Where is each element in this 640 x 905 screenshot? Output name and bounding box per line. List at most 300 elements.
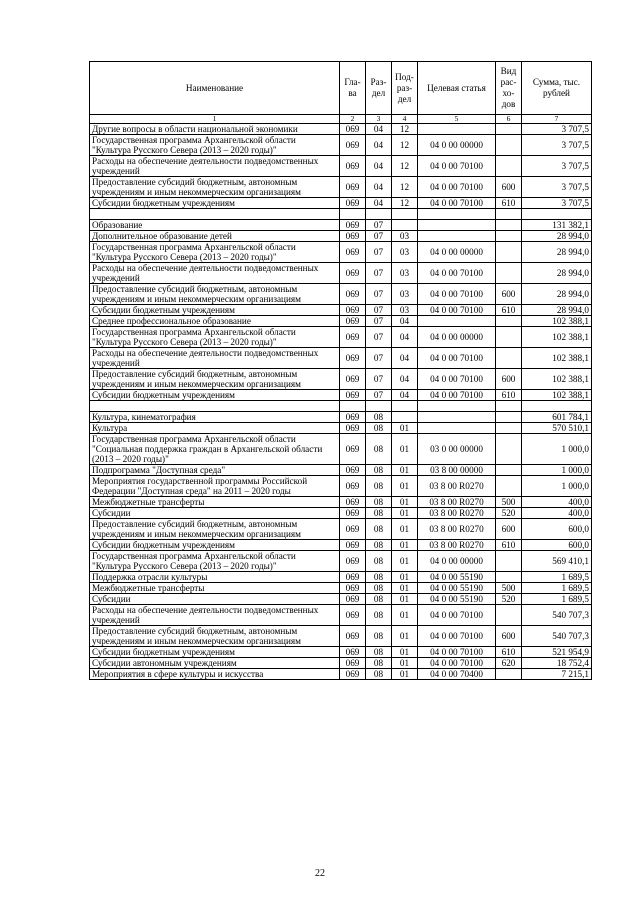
cell-summa: 1 689,5: [522, 572, 592, 583]
cell-glava: 069: [340, 540, 366, 551]
cell-name: Среднее профессиональное образование: [90, 316, 340, 327]
cell-razdel: 08: [366, 626, 392, 647]
table-row: [90, 369, 592, 390]
cell-statya: 04 0 00 70100: [418, 305, 496, 316]
cell-statya: 04 0 00 00000: [418, 551, 496, 572]
empty-cell: [90, 209, 340, 220]
cell-glava: 069: [340, 669, 366, 680]
cell-statya: [418, 423, 496, 434]
cell-podrazdel: 01: [392, 583, 418, 594]
colnum: 5: [418, 115, 496, 124]
header-name: Наименование: [90, 62, 340, 115]
cell-statya: [418, 316, 496, 327]
cell-glava: 069: [340, 476, 366, 497]
cell-name: Субсидии: [90, 594, 340, 605]
cell-statya: 03 8 00 R0270: [418, 497, 496, 508]
table-row: [90, 626, 592, 647]
cell-glava: 069: [340, 658, 366, 669]
cell-podrazdel: 03: [392, 305, 418, 316]
empty-cell: [496, 401, 522, 412]
cell-summa: 570 510,1: [522, 423, 592, 434]
table-row: [90, 540, 592, 551]
header-podrazdel: Под-раз-дел: [392, 62, 418, 115]
cell-statya: 04 0 00 70100: [418, 156, 496, 177]
empty-cell: [366, 401, 392, 412]
cell-podrazdel: 01: [392, 540, 418, 551]
cell-summa: 540 707,3: [522, 605, 592, 626]
cell-razdel: 08: [366, 476, 392, 497]
cell-summa: 28 994,0: [522, 284, 592, 305]
cell-podrazdel: [392, 412, 418, 423]
cell-summa: 28 994,0: [522, 263, 592, 284]
cell-glava: 069: [340, 305, 366, 316]
cell-razdel: 07: [366, 390, 392, 401]
cell-summa: 28 994,0: [522, 242, 592, 263]
cell-razdel: 07: [366, 263, 392, 284]
cell-vid: [496, 423, 522, 434]
table-row: [90, 135, 592, 156]
cell-razdel: 07: [366, 327, 392, 348]
table-row: [90, 423, 592, 434]
cell-vid: 520: [496, 508, 522, 519]
cell-summa: 7 215,1: [522, 669, 592, 680]
cell-glava: 069: [340, 412, 366, 423]
cell-statya: [418, 412, 496, 423]
cell-razdel: 07: [366, 284, 392, 305]
cell-glava: 069: [340, 231, 366, 242]
header-razdel: Раз-дел: [366, 62, 392, 115]
cell-podrazdel: 01: [392, 519, 418, 540]
empty-cell: [418, 401, 496, 412]
cell-glava: 069: [340, 497, 366, 508]
table-row: [90, 551, 592, 572]
cell-razdel: 08: [366, 583, 392, 594]
cell-statya: 03 0 00 00000: [418, 434, 496, 465]
empty-cell: [366, 209, 392, 220]
cell-razdel: 08: [366, 540, 392, 551]
cell-name: Субсидии бюджетным учреждениям: [90, 647, 340, 658]
cell-razdel: 04: [366, 135, 392, 156]
cell-vid: [496, 551, 522, 572]
budget-table: [89, 61, 592, 680]
cell-vid: [496, 412, 522, 423]
cell-statya: 04 0 00 70100: [418, 284, 496, 305]
cell-statya: 03 8 00 00000: [418, 465, 496, 476]
cell-name: Дополнительное образование детей: [90, 231, 340, 242]
cell-razdel: 08: [366, 572, 392, 583]
cell-glava: 069: [340, 594, 366, 605]
table-row: [90, 198, 592, 209]
cell-vid: 600: [496, 626, 522, 647]
cell-vid: [496, 465, 522, 476]
cell-name: Образование: [90, 220, 340, 231]
cell-vid: 600: [496, 369, 522, 390]
header-statya: Целевая статья: [418, 62, 496, 115]
cell-summa: 1 689,5: [522, 594, 592, 605]
table-row: [90, 572, 592, 583]
cell-vid: 500: [496, 583, 522, 594]
cell-podrazdel: 01: [392, 497, 418, 508]
cell-summa: 131 382,1: [522, 220, 592, 231]
table-row: [90, 508, 592, 519]
cell-summa: 3 707,5: [522, 135, 592, 156]
cell-vid: [496, 605, 522, 626]
cell-statya: 04 0 00 70100: [418, 198, 496, 209]
cell-razdel: 08: [366, 658, 392, 669]
cell-glava: 069: [340, 605, 366, 626]
cell-podrazdel: 01: [392, 434, 418, 465]
table-row: [90, 412, 592, 423]
column-numbers-row: [90, 115, 592, 124]
page-number: 22: [315, 868, 325, 879]
table-row: [90, 476, 592, 497]
cell-podrazdel: 04: [392, 316, 418, 327]
cell-podrazdel: 12: [392, 156, 418, 177]
cell-vid: 610: [496, 647, 522, 658]
cell-podrazdel: 01: [392, 572, 418, 583]
cell-statya: 04 0 00 55190: [418, 572, 496, 583]
cell-summa: 3 707,5: [522, 198, 592, 209]
cell-razdel: 07: [366, 242, 392, 263]
empty-cell: [90, 401, 340, 412]
empty-cell: [496, 209, 522, 220]
cell-statya: 04 0 00 70100: [418, 369, 496, 390]
cell-podrazdel: 03: [392, 263, 418, 284]
cell-name: Подпрограмма "Доступная среда": [90, 465, 340, 476]
spacer-row: [90, 401, 592, 412]
cell-razdel: 08: [366, 497, 392, 508]
table-row: [90, 497, 592, 508]
cell-statya: 03 8 00 R0270: [418, 519, 496, 540]
cell-vid: 520: [496, 594, 522, 605]
cell-statya: [418, 220, 496, 231]
cell-summa: 1 000,0: [522, 434, 592, 465]
cell-podrazdel: 12: [392, 198, 418, 209]
cell-glava: 069: [340, 263, 366, 284]
cell-glava: 069: [340, 572, 366, 583]
cell-glava: 069: [340, 626, 366, 647]
cell-name: Предоставление субсидий бюджетным, автономным учреждениям и иным некоммерческим организациям: [90, 369, 340, 390]
cell-statya: 04 0 00 55190: [418, 583, 496, 594]
cell-razdel: 07: [366, 231, 392, 242]
cell-razdel: 04: [366, 156, 392, 177]
cell-vid: 610: [496, 305, 522, 316]
cell-summa: 3 707,5: [522, 156, 592, 177]
table-row: [90, 434, 592, 465]
cell-glava: 069: [340, 198, 366, 209]
cell-glava: 069: [340, 423, 366, 434]
cell-name: Межбюджетные трансферты: [90, 497, 340, 508]
colnum: 2: [340, 115, 366, 124]
cell-razdel: 08: [366, 434, 392, 465]
empty-cell: [392, 401, 418, 412]
table-row: [90, 220, 592, 231]
cell-name: Поддержка отрасли культуры: [90, 572, 340, 583]
cell-name: Государственная программа Архангельской области "Культура Русского Севера (2013 – 2020 годы)": [90, 551, 340, 572]
cell-glava: 069: [340, 124, 366, 135]
cell-name: Предоставление субсидий бюджетным, автономным учреждениям и иным некоммерческим организациям: [90, 177, 340, 198]
cell-vid: [496, 220, 522, 231]
cell-podrazdel: 01: [392, 605, 418, 626]
cell-razdel: 07: [366, 305, 392, 316]
cell-podrazdel: 01: [392, 626, 418, 647]
cell-name: Государственная программа Архангельской области "Культура Русского Севера (2013 – 2020 годы)": [90, 242, 340, 263]
cell-summa: 102 388,1: [522, 316, 592, 327]
cell-razdel: 08: [366, 412, 392, 423]
cell-razdel: 08: [366, 605, 392, 626]
cell-razdel: 08: [366, 465, 392, 476]
cell-podrazdel: 01: [392, 594, 418, 605]
cell-razdel: 08: [366, 594, 392, 605]
cell-glava: 069: [340, 327, 366, 348]
cell-podrazdel: 12: [392, 124, 418, 135]
table-header: [90, 62, 592, 115]
cell-summa: 540 707,3: [522, 626, 592, 647]
budget-page: [89, 61, 591, 680]
cell-vid: 600: [496, 177, 522, 198]
cell-glava: 069: [340, 551, 366, 572]
cell-summa: 3 707,5: [522, 177, 592, 198]
colnum: 4: [392, 115, 418, 124]
cell-summa: 1 000,0: [522, 465, 592, 476]
cell-name: Государственная программа Архангельской области "Социальная поддержка граждан в Архангельской области (2013 – 2020 годы)": [90, 434, 340, 465]
table-row: [90, 263, 592, 284]
cell-glava: 069: [340, 177, 366, 198]
cell-podrazdel: 03: [392, 231, 418, 242]
table-row: [90, 156, 592, 177]
cell-summa: 521 954,9: [522, 647, 592, 658]
cell-statya: 04 0 00 70100: [418, 626, 496, 647]
cell-glava: 069: [340, 316, 366, 327]
cell-name: Предоставление субсидий бюджетным, автономным учреждениям и иным некоммерческим организациям: [90, 519, 340, 540]
table-row: [90, 465, 592, 476]
table-row: [90, 519, 592, 540]
cell-summa: 601 784,1: [522, 412, 592, 423]
cell-vid: 600: [496, 284, 522, 305]
cell-summa: 1 689,5: [522, 583, 592, 594]
cell-summa: 102 388,1: [522, 327, 592, 348]
cell-statya: 04 0 00 70100: [418, 348, 496, 369]
cell-vid: 610: [496, 390, 522, 401]
cell-statya: 04 0 00 55190: [418, 594, 496, 605]
cell-statya: 04 0 00 70400: [418, 669, 496, 680]
empty-cell: [340, 401, 366, 412]
table-row: [90, 231, 592, 242]
cell-glava: 069: [340, 647, 366, 658]
cell-razdel: 04: [366, 177, 392, 198]
cell-name: Субсидии бюджетным учреждениям: [90, 198, 340, 209]
cell-glava: 069: [340, 583, 366, 594]
cell-name: Государственная программа Архангельской области "Культура Русского Севера (2013 – 2020 годы)": [90, 135, 340, 156]
cell-razdel: 08: [366, 508, 392, 519]
cell-name: Субсидии: [90, 508, 340, 519]
cell-statya: 04 0 00 70100: [418, 647, 496, 658]
cell-podrazdel: [392, 220, 418, 231]
cell-summa: 102 388,1: [522, 348, 592, 369]
cell-glava: 069: [340, 135, 366, 156]
cell-statya: 04 0 00 00000: [418, 327, 496, 348]
cell-summa: 600,0: [522, 540, 592, 551]
cell-name: Расходы на обеспечение деятельности подведомственных учреждений: [90, 605, 340, 626]
cell-summa: 600,0: [522, 519, 592, 540]
table-row: [90, 594, 592, 605]
cell-vid: [496, 434, 522, 465]
table-body: [90, 115, 592, 680]
cell-razdel: 08: [366, 669, 392, 680]
cell-glava: 069: [340, 220, 366, 231]
cell-glava: 069: [340, 242, 366, 263]
table-row: [90, 327, 592, 348]
cell-vid: [496, 124, 522, 135]
cell-name: Расходы на обеспечение деятельности подведомственных учреждений: [90, 263, 340, 284]
table-row: [90, 305, 592, 316]
cell-summa: 102 388,1: [522, 369, 592, 390]
cell-summa: 102 388,1: [522, 390, 592, 401]
cell-statya: 04 0 00 70100: [418, 605, 496, 626]
cell-vid: [496, 669, 522, 680]
cell-razdel: 04: [366, 124, 392, 135]
cell-name: Культура, кинематография: [90, 412, 340, 423]
empty-cell: [418, 209, 496, 220]
cell-statya: 04 0 00 70100: [418, 177, 496, 198]
cell-glava: 069: [340, 465, 366, 476]
cell-podrazdel: 01: [392, 423, 418, 434]
table-row: [90, 669, 592, 680]
header-glava: Гла-ва: [340, 62, 366, 115]
cell-podrazdel: 01: [392, 465, 418, 476]
cell-name: Мероприятия в сфере культуры и искусства: [90, 669, 340, 680]
cell-name: Субсидии бюджетным учреждениям: [90, 390, 340, 401]
table-row: [90, 242, 592, 263]
table-row: [90, 583, 592, 594]
cell-podrazdel: 12: [392, 135, 418, 156]
cell-podrazdel: 01: [392, 476, 418, 497]
cell-name: Субсидии бюджетным учреждениям: [90, 540, 340, 551]
cell-podrazdel: 04: [392, 369, 418, 390]
cell-summa: 28 994,0: [522, 305, 592, 316]
table-row: [90, 605, 592, 626]
table-row: [90, 390, 592, 401]
empty-cell: [340, 209, 366, 220]
cell-statya: 03 8 00 R0270: [418, 476, 496, 497]
cell-summa: 569 410,1: [522, 551, 592, 572]
cell-statya: [418, 124, 496, 135]
cell-vid: [496, 327, 522, 348]
cell-vid: [496, 348, 522, 369]
cell-podrazdel: 03: [392, 242, 418, 263]
cell-vid: 610: [496, 540, 522, 551]
header-summa: Сумма, тыс. рублей: [522, 62, 592, 115]
cell-podrazdel: 12: [392, 177, 418, 198]
cell-podrazdel: 03: [392, 284, 418, 305]
table-row: [90, 658, 592, 669]
table-row: [90, 124, 592, 135]
cell-razdel: 08: [366, 551, 392, 572]
cell-statya: 04 0 00 70100: [418, 658, 496, 669]
cell-statya: 04 0 00 00000: [418, 242, 496, 263]
cell-glava: 069: [340, 156, 366, 177]
cell-vid: 610: [496, 198, 522, 209]
cell-glava: 069: [340, 348, 366, 369]
cell-name: Расходы на обеспечение деятельности подведомственных учреждений: [90, 348, 340, 369]
cell-statya: 04 0 00 00000: [418, 135, 496, 156]
cell-glava: 069: [340, 284, 366, 305]
cell-name: Субсидии автономным учреждениям: [90, 658, 340, 669]
cell-vid: 620: [496, 658, 522, 669]
cell-glava: 069: [340, 519, 366, 540]
cell-name: Расходы на обеспечение деятельности подведомственных учреждений: [90, 156, 340, 177]
cell-glava: 069: [340, 508, 366, 519]
cell-summa: 400,0: [522, 497, 592, 508]
cell-summa: 1 000,0: [522, 476, 592, 497]
empty-cell: [522, 209, 592, 220]
cell-name: Субсидии бюджетным учреждениям: [90, 305, 340, 316]
table-row: [90, 177, 592, 198]
cell-name: Мероприятия государственной программы Российской Федерации "Доступная среда" на 2011 – 2020 годы: [90, 476, 340, 497]
empty-cell: [392, 209, 418, 220]
cell-vid: [496, 156, 522, 177]
cell-name: Межбюджетные трансферты: [90, 583, 340, 594]
cell-podrazdel: 01: [392, 669, 418, 680]
cell-razdel: 07: [366, 316, 392, 327]
spacer-row: [90, 209, 592, 220]
cell-statya: 04 0 00 70100: [418, 390, 496, 401]
cell-vid: [496, 242, 522, 263]
cell-podrazdel: 01: [392, 508, 418, 519]
cell-razdel: 07: [366, 348, 392, 369]
cell-vid: [496, 476, 522, 497]
cell-vid: [496, 263, 522, 284]
cell-podrazdel: 04: [392, 327, 418, 348]
cell-vid: 500: [496, 497, 522, 508]
cell-statya: 03 8 00 R0270: [418, 540, 496, 551]
cell-razdel: 08: [366, 519, 392, 540]
cell-vid: [496, 231, 522, 242]
cell-podrazdel: 04: [392, 348, 418, 369]
table-row: [90, 647, 592, 658]
cell-vid: 600: [496, 519, 522, 540]
colnum: 1: [90, 115, 340, 124]
cell-glava: 069: [340, 369, 366, 390]
cell-name: Другие вопросы в области национальной экономики: [90, 124, 340, 135]
cell-podrazdel: 04: [392, 390, 418, 401]
cell-summa: 3 707,5: [522, 124, 592, 135]
cell-razdel: 04: [366, 198, 392, 209]
cell-podrazdel: 01: [392, 551, 418, 572]
cell-podrazdel: 01: [392, 647, 418, 658]
table-row: [90, 348, 592, 369]
cell-summa: 18 752,4: [522, 658, 592, 669]
cell-name: Культура: [90, 423, 340, 434]
cell-razdel: 07: [366, 369, 392, 390]
cell-vid: [496, 316, 522, 327]
cell-name: Предоставление субсидий бюджетным, автономным учреждениям и иным некоммерческим организациям: [90, 626, 340, 647]
colnum: 3: [366, 115, 392, 124]
empty-cell: [522, 401, 592, 412]
colnum: 7: [522, 115, 592, 124]
cell-statya: [418, 231, 496, 242]
table-row: [90, 316, 592, 327]
table-row: [90, 284, 592, 305]
cell-statya: 04 0 00 70100: [418, 263, 496, 284]
cell-summa: 28 994,0: [522, 231, 592, 242]
cell-glava: 069: [340, 434, 366, 465]
cell-podrazdel: 01: [392, 658, 418, 669]
cell-vid: [496, 572, 522, 583]
cell-name: Предоставление субсидий бюджетным, автономным учреждениям и иным некоммерческим организациям: [90, 284, 340, 305]
cell-statya: 03 8 00 R0270: [418, 508, 496, 519]
cell-razdel: 08: [366, 647, 392, 658]
